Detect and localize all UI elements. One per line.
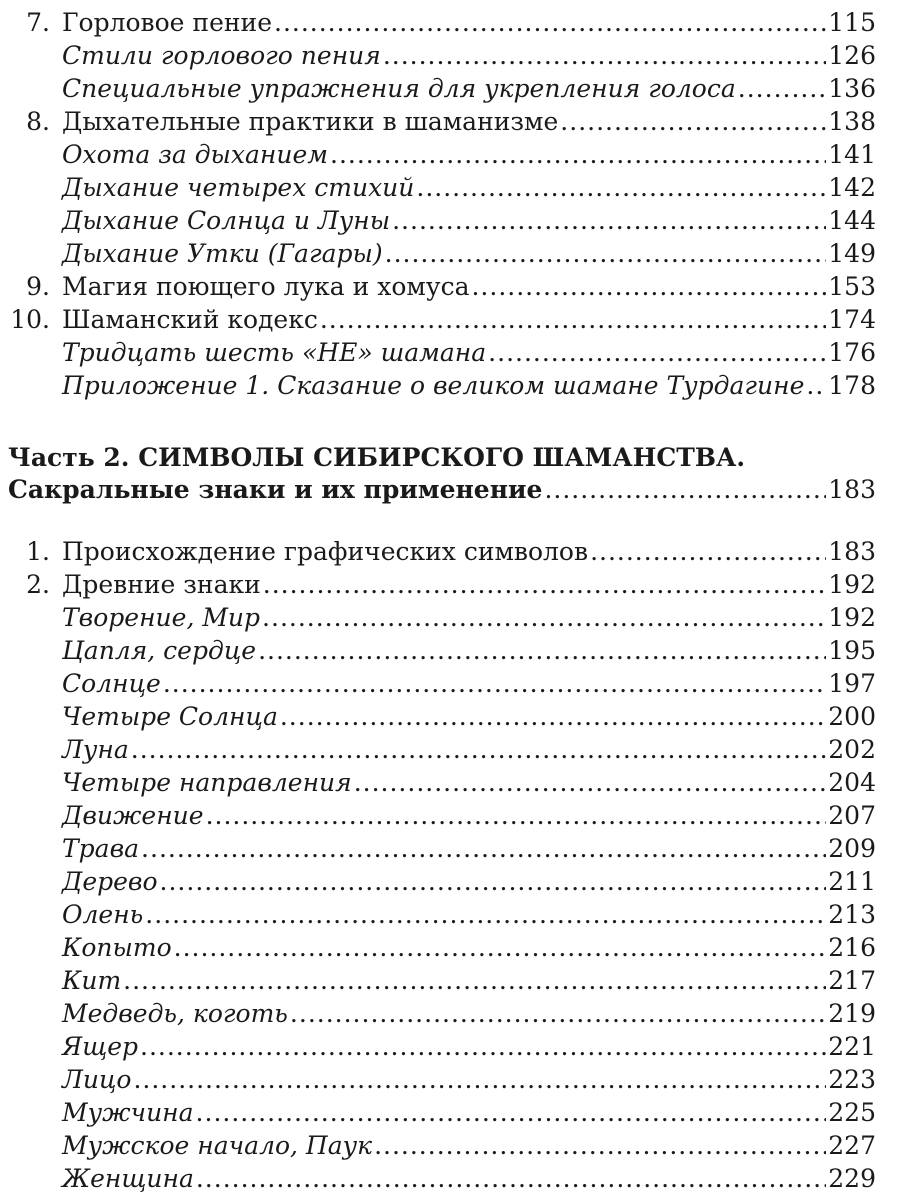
toc-entry[interactable]: [0, 1063, 900, 1097]
toc-entry-page-number: 229: [828, 1164, 876, 1193]
toc-entry-number: 9.: [26, 272, 50, 301]
toc-entry-title: Четыре направления: [62, 768, 352, 797]
dot-leader: [471, 270, 826, 304]
toc-entry-page-number: 153: [828, 272, 876, 301]
toc-entry-page-number: 200: [828, 702, 876, 731]
toc-entry-page-number: 204: [828, 768, 876, 797]
toc-entry[interactable]: [0, 204, 900, 238]
toc-entry-title: Стили горлового пения: [62, 41, 381, 70]
toc-entry-page-number: 223: [828, 1065, 876, 1094]
dot-leader: [196, 1096, 827, 1130]
toc-entry[interactable]: [0, 72, 900, 106]
toc-entry-title: Горловое пение: [62, 8, 272, 37]
toc-entry[interactable]: [0, 171, 900, 205]
dot-leader: [330, 138, 826, 172]
toc-entry[interactable]: [0, 865, 900, 899]
toc-entry-page-number: 144: [828, 206, 876, 235]
toc-entry-title: Дерево: [62, 867, 158, 896]
dot-leader: [544, 473, 826, 507]
toc-entry-title: Шаманский кодекс: [62, 305, 318, 334]
toc-entry-title: Дыхание Солнца и Луны: [62, 206, 391, 235]
toc-entry-title: Приложение 1. Сказание о великом шамане Турдагине: [62, 371, 805, 400]
toc-entry-number: 1.: [26, 537, 50, 566]
toc-entry[interactable]: [0, 237, 900, 271]
toc-entry-title: Специальные упражнения для укрепления голоса: [62, 74, 736, 103]
toc-entry[interactable]: [0, 700, 900, 734]
toc-entry-title: Женщина: [62, 1164, 194, 1193]
toc-entry[interactable]: [0, 6, 900, 40]
toc-entry-page-number: 217: [828, 966, 876, 995]
toc-entry-title: Движение: [62, 801, 204, 830]
toc-entry[interactable]: [0, 105, 900, 139]
toc-entry-title: Кит: [62, 966, 122, 995]
part2-heading-line2: Сакральные знаки и их применение: [8, 475, 543, 504]
dot-leader: [290, 997, 826, 1031]
toc-entry[interactable]: [0, 568, 900, 602]
toc-entry-page-number: 176: [828, 338, 876, 367]
toc-entry[interactable]: [0, 1129, 900, 1163]
toc-entry-page-number: 195: [828, 636, 876, 665]
dot-leader: [560, 105, 826, 139]
toc-entry-page-number: 211: [828, 867, 876, 896]
toc-entry-title: Мужчина: [62, 1098, 194, 1127]
toc-entry-page-number: 192: [828, 570, 876, 599]
dot-leader: [133, 1063, 826, 1097]
toc-entry[interactable]: [0, 39, 900, 73]
toc-entry-title: Трава: [62, 834, 140, 863]
toc-entry-title: Происхождение графических символов: [62, 537, 589, 566]
toc-entry[interactable]: [0, 336, 900, 370]
toc-entry[interactable]: [0, 303, 900, 337]
toc-entry-page-number: 221: [828, 1032, 876, 1061]
toc-entry[interactable]: [0, 964, 900, 998]
toc-entry-page-number: 227: [828, 1131, 876, 1160]
dot-leader: [263, 568, 827, 602]
toc-entry[interactable]: [0, 733, 900, 767]
toc-entry-title: Дыхание четырех стихий: [62, 173, 415, 202]
toc-entry-title: Медведь, коготь: [62, 999, 288, 1028]
toc-entry-page-number: 149: [828, 239, 876, 268]
toc-entry-title: Тридцать шесть «НЕ» шамана: [62, 338, 487, 367]
toc-entry-page-number: 197: [828, 669, 876, 698]
toc-entry-page-number: 219: [828, 999, 876, 1028]
toc-entry-page-number: 207: [828, 801, 876, 830]
toc-entry-page-number: 209: [828, 834, 876, 863]
dot-leader: [280, 700, 826, 734]
toc-entry-page-number: 138: [828, 107, 876, 136]
toc-entry[interactable]: [0, 138, 900, 172]
toc-entry[interactable]: [0, 1162, 900, 1196]
toc-entry[interactable]: [0, 1030, 900, 1064]
part2-heading-line1: Часть 2. СИМВОЛЫ СИБИРСКОГО ШАМАНСТВА.: [8, 443, 746, 472]
toc-entry-page-number: 115: [828, 8, 876, 37]
toc-entry-title: Творение, Мир: [62, 603, 261, 632]
toc-entry-title: Ящер: [62, 1032, 139, 1061]
dot-leader: [131, 733, 827, 767]
toc-entry-page-number: 178: [828, 371, 876, 400]
dot-leader: [374, 1129, 826, 1163]
toc-entry[interactable]: [0, 667, 900, 701]
toc-entry-page-number: 192: [828, 603, 876, 632]
dot-leader: [383, 39, 826, 73]
toc-entry-page-number: 141: [828, 140, 876, 169]
dot-leader: [206, 799, 827, 833]
toc-entry[interactable]: [0, 799, 900, 833]
dot-leader: [163, 667, 826, 701]
dot-leader: [416, 171, 826, 205]
dot-leader: [590, 535, 826, 569]
toc-entry-page-number: 126: [828, 41, 876, 70]
toc-entry[interactable]: [0, 270, 900, 304]
dot-leader: [320, 303, 826, 337]
toc-entry[interactable]: [0, 931, 900, 965]
toc-entry[interactable]: [0, 535, 900, 569]
toc-entry[interactable]: [0, 832, 900, 866]
toc-entry-title: Древние знаки: [62, 570, 261, 599]
toc-entry-number: 8.: [26, 107, 50, 136]
toc-entry-title: Магия поющего лука и хомуса: [62, 272, 470, 301]
toc-entry[interactable]: [0, 766, 900, 800]
toc-entry-page-number: 216: [828, 933, 876, 962]
toc-entry-number: 2.: [26, 570, 50, 599]
dot-leader: [806, 369, 826, 403]
toc-entry[interactable]: [0, 369, 900, 403]
toc-entry-page-number: 225: [828, 1098, 876, 1127]
toc-entry-title: Олень: [62, 900, 144, 929]
dot-leader: [141, 832, 826, 866]
dot-leader: [160, 865, 827, 899]
dot-leader: [354, 766, 827, 800]
toc-entry[interactable]: [0, 634, 900, 668]
toc-entry-title: Солнце: [62, 669, 161, 698]
toc-entry-title: Мужское начало, Паук: [62, 1131, 373, 1160]
toc-entry-number: 10.: [10, 305, 50, 334]
dot-leader: [174, 931, 827, 965]
toc-entry-title: Четыре Солнца: [62, 702, 278, 731]
toc-entry-number: 7.: [26, 8, 50, 37]
dot-leader: [262, 601, 826, 635]
toc-entry[interactable]: [0, 1096, 900, 1130]
toc-entry-title: Охота за дыханием: [62, 140, 328, 169]
toc-entry[interactable]: [0, 601, 900, 635]
toc-entry-page-number: 142: [828, 173, 876, 202]
dot-leader: [140, 1030, 826, 1064]
toc-entry-title: Цапля, сердце: [62, 636, 257, 665]
toc-entry-title: Дыхание Утки (Гагары): [62, 239, 383, 268]
toc-entry-title: Луна: [62, 735, 129, 764]
part2-page-number: 183: [828, 475, 876, 504]
toc-entry-page-number: 202: [828, 735, 876, 764]
part2-entry[interactable]: [0, 473, 900, 507]
toc-entry-page-number: 213: [828, 900, 876, 929]
toc-entry[interactable]: [0, 898, 900, 932]
toc-entry-title: Лицо: [62, 1065, 132, 1094]
dot-leader: [196, 1162, 826, 1196]
dot-leader: [488, 336, 826, 370]
dot-leader: [738, 72, 827, 106]
toc-entry-page-number: 174: [828, 305, 876, 334]
dot-leader: [392, 204, 826, 238]
dot-leader: [145, 898, 826, 932]
dot-leader: [258, 634, 826, 668]
toc-entry-page-number: 183: [828, 537, 876, 566]
dot-leader: [274, 6, 826, 40]
toc-entry[interactable]: [0, 997, 900, 1031]
toc-entry-page-number: 136: [828, 74, 876, 103]
toc-entry-title: Копыто: [62, 933, 172, 962]
dot-leader: [123, 964, 826, 998]
dot-leader: [385, 237, 827, 271]
toc-entry-title: Дыхательные практики в шаманизме: [62, 107, 559, 136]
